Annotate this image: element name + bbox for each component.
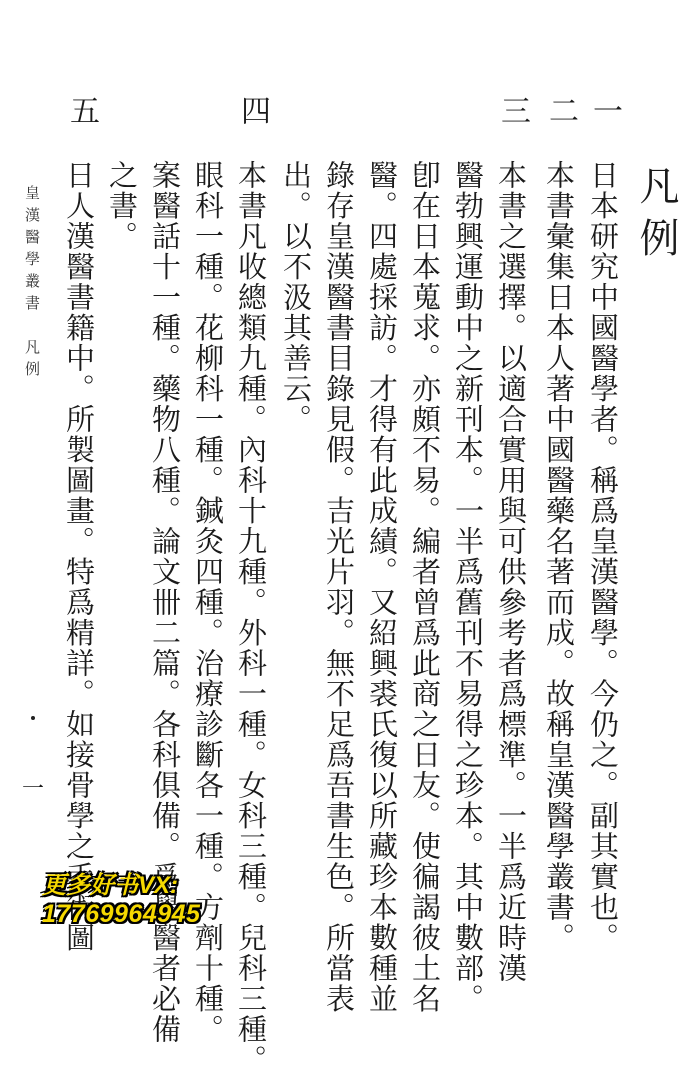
item-text-line: 錄存皇漢醫書目錄見假。吉光片羽。無不足爲吾書生色。所當表 (322, 160, 356, 1014)
item-number: 三 (495, 95, 530, 125)
item-text-line: 之書。 (105, 160, 139, 252)
item-text-line: 日本研究中國醫學者。稱爲皇漢醫學。今仍之。副其實也。 (586, 160, 620, 953)
item-text-line: 本書之選擇。以適合實用與可供參考者爲標準。一半爲近時漢 (494, 160, 528, 984)
item-text-line: 案醫話十一種。藥物八種。論文卌二篇。各科俱備。爲學醫者必備 (148, 160, 182, 1045)
item-number: 四 (235, 95, 270, 125)
watermark-line-2: 17769964945 (42, 899, 201, 928)
page-title: 凡例 (633, 165, 679, 269)
item-text-line: 本書凡收總類九種。內科十九種。外科一種。女科三種。兒科三種。 (234, 160, 268, 1075)
item-text-line: 出。以不汲其善云。 (279, 160, 313, 435)
item-text-line: 日人漢醫書籍中。所製圖畫。特爲精詳。如接骨學之手術圖 (62, 160, 96, 953)
watermark-line-1: 更多好书VX: (42, 872, 179, 899)
running-head: 皇漢醫學叢書 凡例 (23, 185, 41, 383)
item-text-line: 眼科一種。花柳科一種。鍼灸四種。治療診斷各一種。方劑十種。 (191, 160, 225, 1045)
item-number: 二 (543, 95, 578, 125)
item-number: 一 (587, 95, 622, 125)
item-text-line: 本書彙集日本人著中國醫藥名著而成。故稱皇漢醫學叢書。 (542, 160, 576, 953)
item-text-line: 醫。四處採訪。才得有此成績。又紹興裘氏復以所藏珍本數種並 (365, 160, 399, 1014)
item-text-line: 卽在日本蒐求。亦頗不易。編者曾爲此商之日友。使徧謁彼土名 (408, 160, 442, 1014)
watermark (42, 872, 200, 928)
margin-dot (31, 716, 35, 720)
item-text-line: 醫勃興運動中之新刊本。一半爲舊刊不易得之珍本。其中數部。 (451, 160, 485, 1014)
page-number: 一 (22, 777, 45, 802)
item-number: 五 (64, 95, 99, 125)
